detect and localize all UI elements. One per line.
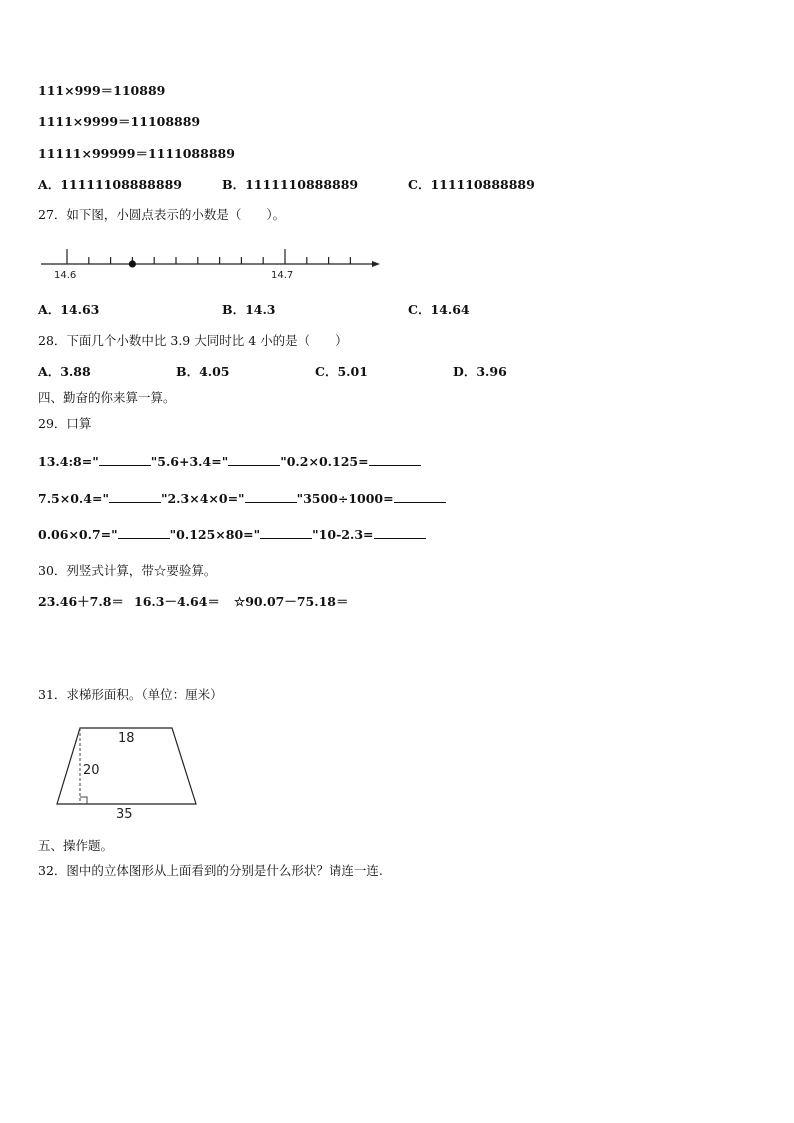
trapezoid-top-label: 18 — [118, 731, 135, 746]
q29-expr: "5.6+3.4=" — [150, 454, 229, 469]
answer-blank[interactable] — [228, 453, 280, 466]
trapezoid-height-label: 20 — [83, 763, 100, 778]
q30-stem: 30．列竖式计算，带☆要验算。 — [38, 563, 217, 578]
q28-option-c: C．5.01 — [315, 364, 368, 379]
q28-stem: 28．下面几个小数中比 3.9 大同时比 4 小的是（ ） — [38, 333, 348, 348]
q27-option-a: A．14.63 — [38, 302, 100, 317]
q30-item-3: ☆90.07－75.18＝ — [234, 594, 349, 609]
q29-expr: "3500÷1000= — [296, 491, 394, 506]
q26-option-c: C．111110888889 — [408, 177, 535, 192]
q29-expr: "0.2×0.125= — [280, 454, 369, 469]
q29-expr: 13.4:8=" — [38, 454, 99, 469]
q26-option-a: A．11111108888889 — [38, 177, 182, 192]
q30-item-1: 23.46＋7.8＝ — [38, 594, 124, 609]
q28-option-a: A．3.88 — [38, 364, 91, 379]
q29-row-3 — [38, 526, 426, 543]
number-line-ticks — [67, 249, 350, 264]
number-line-start-label: 14.6 — [54, 270, 77, 281]
trapezoid-figure — [50, 720, 210, 825]
answer-blank[interactable] — [118, 526, 170, 539]
q32-stem: 32．图中的立体图形从上面看到的分别是什么形状？请连一连. — [38, 863, 383, 878]
pattern-line-1: 111×999＝110889 — [38, 83, 166, 98]
pattern-line-2: 1111×9999＝11108889 — [38, 114, 201, 129]
number-line-end-label: 14.7 — [271, 270, 294, 281]
q28-option-b: B．4.05 — [176, 364, 230, 379]
q27-stem: 27．如下图，小圆点表示的小数是（ ）。 — [38, 207, 286, 222]
q30-item-2: 16.3－4.64＝ — [134, 594, 220, 609]
section-4-heading: 四、勤奋的你来算一算。 — [38, 390, 176, 405]
q29-row-1 — [38, 453, 421, 470]
answer-blank[interactable] — [374, 526, 426, 539]
answer-blank[interactable] — [109, 490, 161, 503]
answer-blank[interactable] — [369, 453, 421, 466]
trapezoid-bottom-label: 35 — [116, 807, 133, 822]
q27-option-c: C．14.64 — [408, 302, 470, 317]
section-5-heading: 五、操作题。 — [38, 838, 114, 853]
answer-blank[interactable] — [394, 490, 446, 503]
q29-stem: 29．口算 — [38, 416, 92, 431]
number-line — [38, 240, 388, 282]
q29-expr: "10-2.3= — [312, 527, 374, 542]
answer-blank[interactable] — [245, 490, 297, 503]
q29-expr: "2.3×4×0=" — [160, 491, 245, 506]
q31-stem: 31．求梯形面积。（单位：厘米） — [38, 687, 223, 702]
q26-option-b: B．1111110888889 — [222, 177, 359, 192]
number-line-arrow-icon — [372, 261, 380, 267]
number-line-point — [129, 260, 136, 267]
q27-option-b: B．14.3 — [222, 302, 276, 317]
pattern-line-3: 11111×99999＝1111088889 — [38, 146, 235, 161]
q28-option-d: D．3.96 — [453, 364, 507, 379]
answer-blank[interactable] — [99, 453, 151, 466]
right-angle-mark — [80, 797, 87, 804]
q29-expr: "0.125×80=" — [169, 527, 261, 542]
answer-blank[interactable] — [260, 526, 312, 539]
q29-expr: 7.5×0.4=" — [38, 491, 109, 506]
q29-row-2 — [38, 490, 446, 507]
q29-expr: 0.06×0.7=" — [38, 527, 118, 542]
